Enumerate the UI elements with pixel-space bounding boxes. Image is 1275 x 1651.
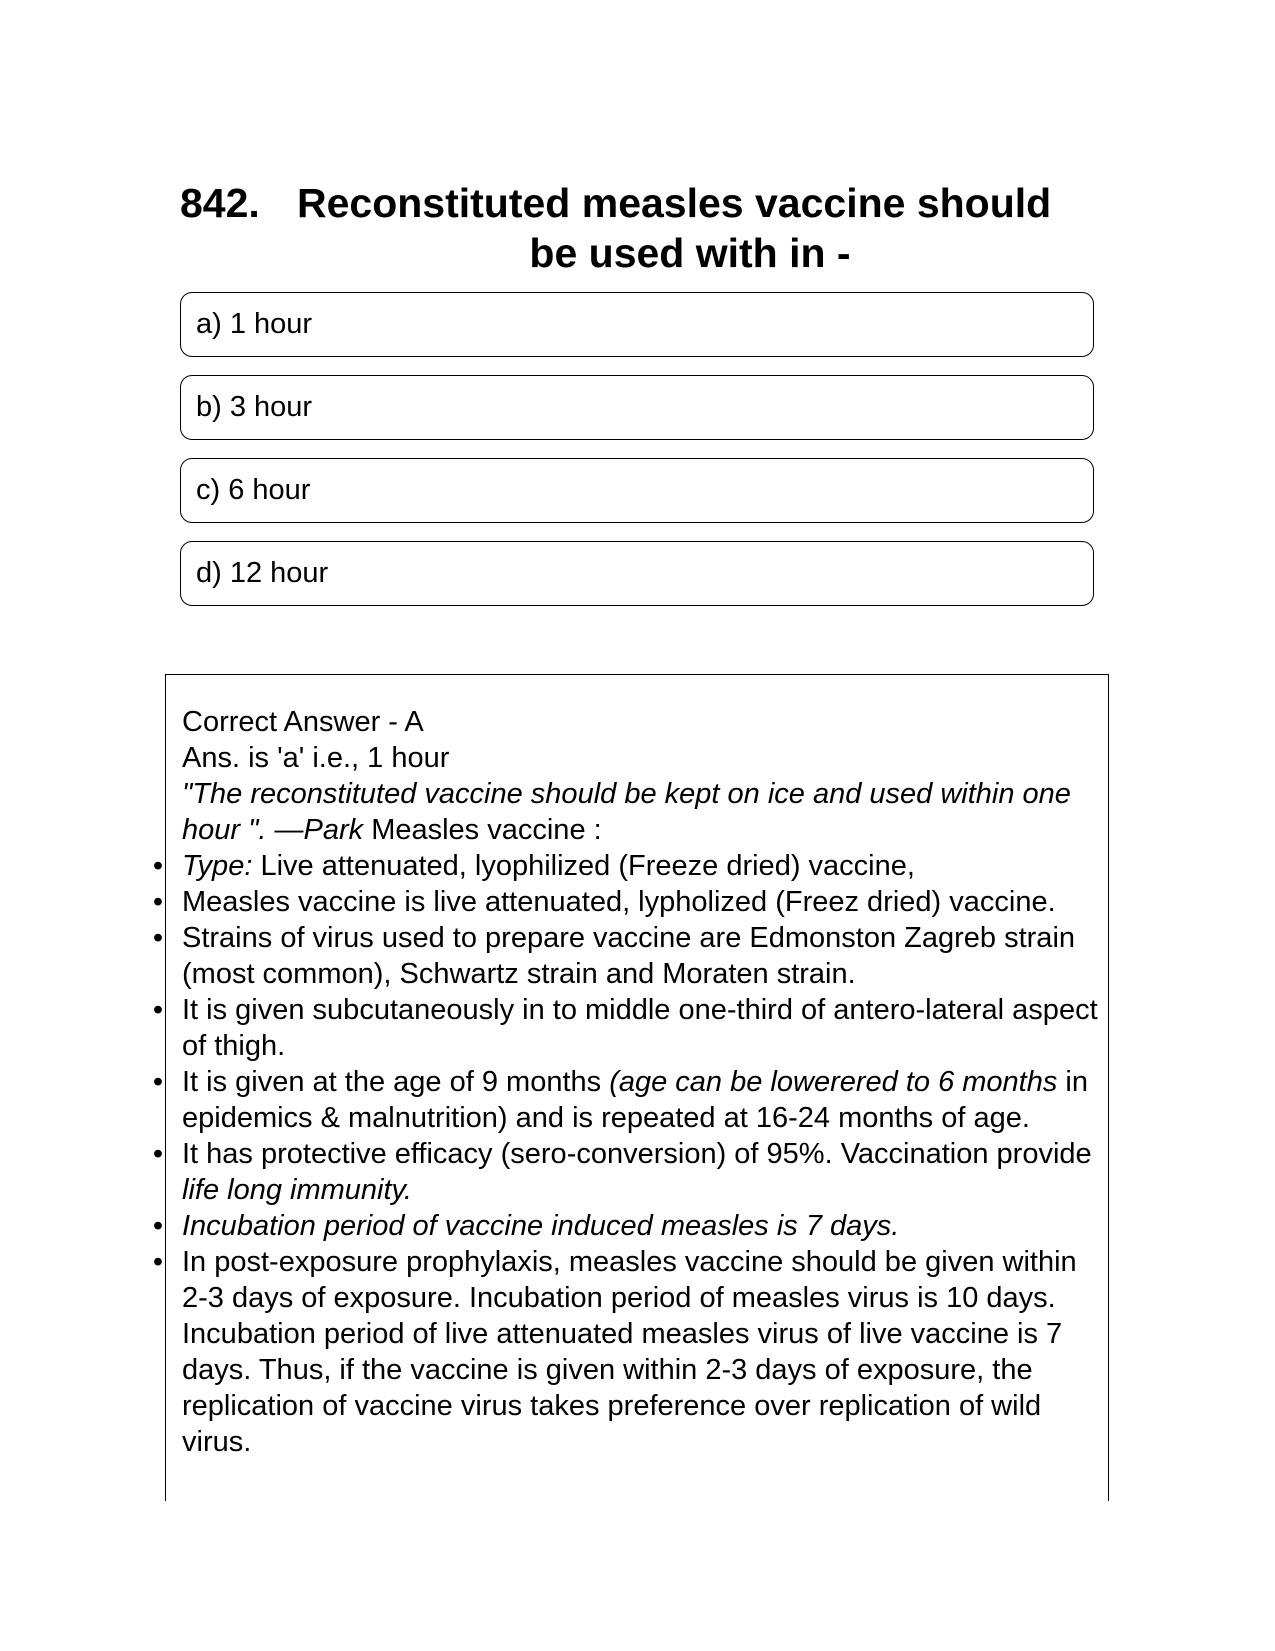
reference-quote: "The reconstituted vaccine should be kept on ice and used within one hour ". —Park bbox=[182, 778, 1071, 846]
correct-answer: Correct Answer - A bbox=[182, 706, 424, 738]
bullet: • bbox=[152, 886, 164, 918]
list-item: • It is given at the age of 9 months (age can be lowerered to 6 months in epidemics & malnutrition) and is repeated at 16-24 months of age. bbox=[182, 1064, 1102, 1136]
reference-quote-paragraph bbox=[182, 776, 1102, 848]
list-item: • Measles vaccine is live attenuated, lypholized (Freez dried) vaccine. bbox=[182, 884, 1102, 920]
question-text-line-1: Reconstituted measles vaccine should bbox=[297, 180, 1052, 226]
bullet: • bbox=[152, 1246, 164, 1278]
option-d[interactable]: d) 12 hour bbox=[180, 541, 1094, 606]
bullet: • bbox=[152, 994, 164, 1026]
section-title: Measles vaccine : bbox=[363, 814, 602, 846]
question-line-1 bbox=[180, 178, 1100, 228]
answer-explanation bbox=[152, 704, 1102, 1460]
question-number: 842. bbox=[180, 180, 260, 226]
answer-statement: Ans. is 'a' i.e., 1 hour bbox=[182, 742, 450, 774]
bullet: • bbox=[152, 1066, 164, 1098]
list-item: • It is given subcutaneously in to middle one-third of antero-lateral aspect of thigh. bbox=[182, 992, 1102, 1064]
option-a[interactable]: a) 1 hour bbox=[180, 292, 1094, 357]
fact-list bbox=[152, 848, 1102, 1460]
list-item: • Type: Live attenuated, lyophilized (Freeze dried) vaccine, bbox=[182, 848, 1102, 884]
bullet: • bbox=[152, 1210, 164, 1242]
question-heading bbox=[180, 178, 1100, 278]
list-item: • Strains of virus used to prepare vaccine are Edmonston Zagreb strain (most common), Schwartz strain and Moraten strain. bbox=[182, 920, 1102, 992]
bullet: • bbox=[152, 1138, 164, 1170]
question-text-line-2: be used with in - bbox=[529, 230, 851, 276]
bullet: • bbox=[152, 922, 164, 954]
option-b[interactable]: b) 3 hour bbox=[180, 375, 1094, 440]
list-item: • Incubation period of vaccine induced measles is 7 days. bbox=[182, 1208, 1102, 1244]
bullet: • bbox=[152, 850, 164, 882]
list-item: • In post-exposure prophylaxis, measles vaccine should be given within 2-3 days of exposure. Incubation period of measles virus is 10 days. Incubation period of live attenuated measles virus of live vaccine is 7 days. Thus, if the vaccine is given within 2-3 days of exposure, the replication of vaccine virus takes preference over replication of wild virus. bbox=[182, 1244, 1102, 1460]
list-item: • It has protective efficacy (sero-conversion) of 95%. Vaccination provide life long immunity. bbox=[182, 1136, 1102, 1208]
option-c[interactable]: c) 6 hour bbox=[180, 458, 1094, 523]
